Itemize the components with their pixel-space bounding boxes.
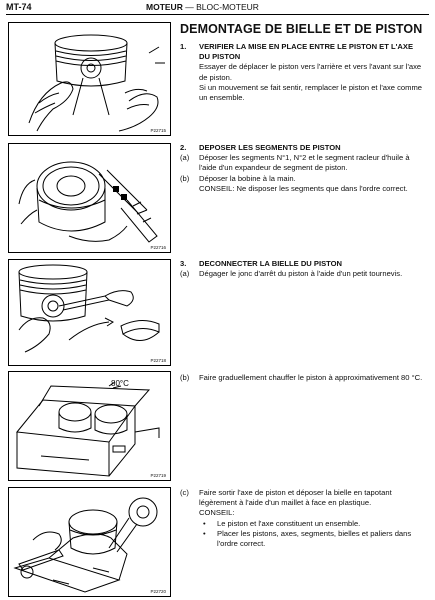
step-number: 3. [180, 259, 187, 268]
step-item [180, 373, 425, 383]
item-letter: (a) [180, 153, 190, 163]
step-number: 1. [180, 42, 187, 51]
step-heading-text: VERIFIER LA MISE EN PLACE ENTRE LE PISTON ET L'AXE DU PISTON [199, 42, 414, 62]
ring-expander-illustration [9, 144, 170, 252]
bullet-icon: • [203, 528, 206, 538]
figure-pin-removal [8, 487, 171, 597]
bullet-item [180, 519, 425, 529]
bullet-text: Placer les pistons, axes, segments, bielles et paliers dans l'ordre correct. [217, 528, 412, 549]
bullet-icon: • [203, 518, 206, 528]
figure-code: P22718 [150, 358, 166, 363]
bullet-text: Le piston et l'axe constituent un ensemble. [217, 518, 361, 528]
heater-illustration [9, 372, 170, 480]
item-text: Dégager le jonc d'arrêt du piston à l'aide d'un petit tournevis. [199, 269, 403, 279]
step-item [180, 153, 425, 173]
page-title: DEMONTAGE DE BIELLE ET DE PISTON [180, 22, 423, 36]
section-title [146, 2, 259, 12]
item-text: Déposer la bobine à la main. [199, 173, 296, 183]
temperature-label: 80°C [111, 379, 129, 388]
item-text: Faire sortir l'axe de piston et déposer la bielle en tapotant légèrement à l'aide d'un maillet à face en plastique. [199, 488, 392, 508]
page-number: MT-74 [6, 2, 32, 12]
step-3b [180, 373, 425, 383]
snap-ring-illustration [9, 260, 170, 365]
step-3c [180, 488, 425, 549]
piston-check-illustration [9, 23, 170, 135]
step-item [180, 488, 425, 508]
page-header [0, 0, 435, 14]
item-letter: (b) [180, 173, 190, 183]
step-heading [180, 143, 425, 153]
step-heading-text: DECONNECTER LA BIELLE DU PISTON [199, 259, 343, 268]
figure-code: P22719 [150, 473, 166, 478]
step-paragraph: Si un mouvement se fait sentir, remplacer le piston et l'axe comme un ensemble. [199, 82, 423, 103]
bullet-item [180, 529, 425, 549]
figure-piston-check [8, 22, 171, 136]
item-letter: (a) [180, 269, 190, 279]
item-letter: (c) [180, 488, 189, 497]
step-heading-text: DEPOSER LES SEGMENTS DE PISTON [199, 143, 341, 152]
item-text: Déposer les segments N°1, N°2 et le segment racleur d'huile à l'aide d'un expandeur de segment de piston. [199, 153, 410, 173]
figure-code: P22720 [150, 589, 166, 594]
item-text: Faire graduellement chauffer le piston à approximativement 80 °C. [199, 373, 423, 382]
step-number: 2. [180, 143, 187, 152]
step-2 [180, 143, 425, 194]
step-1 [180, 42, 425, 103]
section-separator: — [185, 2, 194, 12]
step-heading [180, 42, 425, 62]
step-note: CONSEIL: Ne disposer les segments que dans l'ordre correct. [199, 183, 408, 193]
step-paragraph: Essayer de déplacer le piston vers l'arrière et vers l'avant sur l'axe de piston. [199, 62, 422, 82]
item-letter: (b) [180, 373, 190, 382]
figure-ring-removal [8, 143, 171, 253]
header-rule [6, 14, 429, 15]
step-item [180, 269, 425, 279]
step-heading [180, 259, 425, 269]
pin-removal-illustration [9, 488, 170, 596]
figure-code: P22716 [150, 245, 166, 250]
figure-snap-ring [8, 259, 171, 366]
step-note-label: CONSEIL: [199, 508, 235, 518]
step-item [180, 174, 425, 184]
figure-heating-piston [8, 371, 171, 481]
figure-code: P22715 [150, 128, 166, 133]
subsection-name: BLOC-MOTEUR [196, 2, 259, 12]
step-3 [180, 259, 425, 279]
section-name: MOTEUR [146, 2, 183, 12]
